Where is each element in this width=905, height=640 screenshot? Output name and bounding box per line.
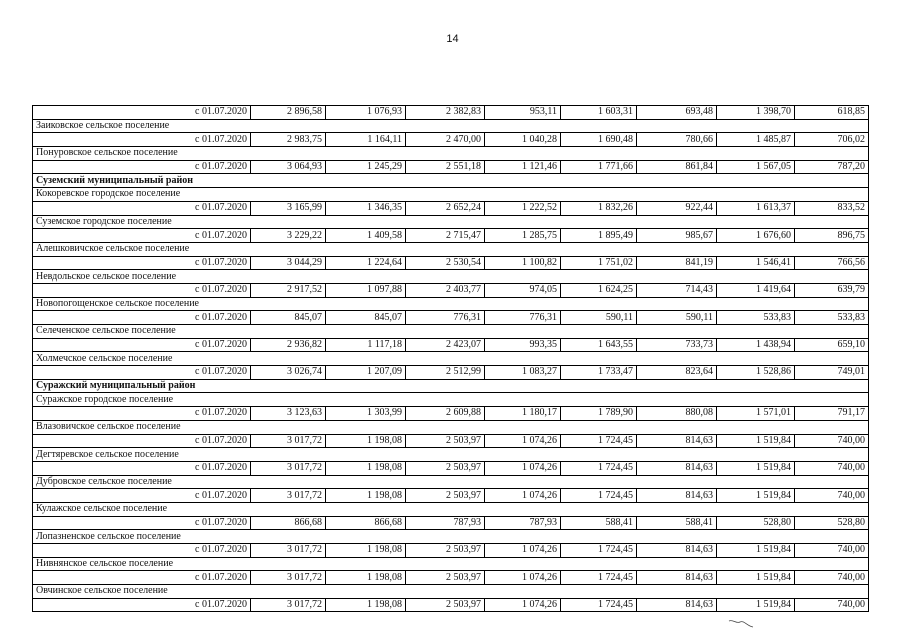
tariff-table [32, 105, 869, 612]
settlement-row [33, 502, 869, 516]
value-cell: 1 546,41 [717, 256, 795, 270]
table-row [33, 338, 869, 352]
value-cell: 1 519,84 [717, 571, 795, 585]
value-cell: 1 224,64 [326, 256, 406, 270]
value-cell: 2 609,88 [406, 407, 485, 421]
table-row [33, 106, 869, 120]
value-cell: 791,17 [795, 407, 869, 421]
settlement-row [33, 119, 869, 133]
date-cell: с 01.07.2020 [33, 434, 251, 448]
table-row [33, 434, 869, 448]
value-cell: 776,31 [406, 311, 485, 325]
value-cell: 1 643,55 [561, 338, 637, 352]
value-cell: 1 613,37 [717, 201, 795, 215]
value-cell: 861,84 [637, 160, 717, 174]
value-cell: 1 180,17 [485, 407, 561, 421]
value-cell: 1 789,90 [561, 407, 637, 421]
value-cell: 845,07 [326, 311, 406, 325]
value-cell: 814,63 [637, 461, 717, 475]
value-cell: 1 245,29 [326, 160, 406, 174]
value-cell: 3 165,99 [251, 201, 326, 215]
value-cell: 1 519,84 [717, 544, 795, 558]
value-cell: 1 409,58 [326, 229, 406, 243]
value-cell: 1 100,82 [485, 256, 561, 270]
value-cell: 1 519,84 [717, 434, 795, 448]
handwritten-mark-icon [728, 618, 754, 628]
value-cell: 3 229,22 [251, 229, 326, 243]
value-cell: 787,20 [795, 160, 869, 174]
value-cell: 2 503,97 [406, 598, 485, 612]
settlement-row [33, 557, 869, 571]
value-cell: 740,00 [795, 571, 869, 585]
table-row [33, 461, 869, 475]
date-cell: с 01.07.2020 [33, 461, 251, 475]
value-cell: 787,93 [406, 516, 485, 530]
settlement-name: Нивнянское сельское поселение [33, 557, 869, 571]
value-cell: 3 017,72 [251, 434, 326, 448]
value-cell: 985,67 [637, 229, 717, 243]
value-cell: 1 074,26 [485, 489, 561, 503]
date-cell: с 01.07.2020 [33, 366, 251, 380]
value-cell: 3 123,63 [251, 407, 326, 421]
value-cell: 740,00 [795, 489, 869, 503]
value-cell: 1 528,86 [717, 366, 795, 380]
page-number: 14 [446, 33, 459, 45]
settlement-name: Дегтяревское сельское поселение [33, 448, 869, 462]
table-row [33, 160, 869, 174]
date-cell: с 01.07.2020 [33, 133, 251, 147]
value-cell: 1 097,88 [326, 283, 406, 297]
value-cell: 1 724,45 [561, 544, 637, 558]
date-cell: с 01.07.2020 [33, 544, 251, 558]
value-cell: 1 117,18 [326, 338, 406, 352]
date-cell: с 01.07.2020 [33, 283, 251, 297]
value-cell: 2 652,24 [406, 201, 485, 215]
settlement-row [33, 215, 869, 229]
table-row [33, 229, 869, 243]
value-cell: 588,41 [561, 516, 637, 530]
value-cell: 1 419,64 [717, 283, 795, 297]
value-cell: 1 519,84 [717, 489, 795, 503]
value-cell: 1 724,45 [561, 434, 637, 448]
value-cell: 533,83 [795, 311, 869, 325]
value-cell: 1 690,48 [561, 133, 637, 147]
district-header-row [33, 174, 869, 188]
value-cell: 1 198,08 [326, 489, 406, 503]
value-cell: 3 017,72 [251, 571, 326, 585]
value-cell: 1 724,45 [561, 598, 637, 612]
settlement-row [33, 393, 869, 407]
value-cell: 766,56 [795, 256, 869, 270]
value-cell: 814,63 [637, 571, 717, 585]
value-cell: 2 503,97 [406, 571, 485, 585]
value-cell: 706,02 [795, 133, 869, 147]
value-cell: 618,85 [795, 106, 869, 120]
value-cell: 528,80 [795, 516, 869, 530]
value-cell: 2 551,18 [406, 160, 485, 174]
value-cell: 1 198,08 [326, 544, 406, 558]
value-cell: 740,00 [795, 461, 869, 475]
value-cell: 1 074,26 [485, 434, 561, 448]
value-cell: 590,11 [637, 311, 717, 325]
table-row [33, 598, 869, 612]
settlement-row [33, 352, 869, 366]
value-cell: 714,43 [637, 283, 717, 297]
settlement-row [33, 242, 869, 256]
settlement-name: Кулажское сельское поселение [33, 502, 869, 516]
value-cell: 1 567,05 [717, 160, 795, 174]
settlement-row [33, 420, 869, 434]
value-cell: 2 936,82 [251, 338, 326, 352]
settlement-row [33, 297, 869, 311]
value-cell: 1 676,60 [717, 229, 795, 243]
value-cell: 953,11 [485, 106, 561, 120]
value-cell: 993,35 [485, 338, 561, 352]
value-cell: 2 512,99 [406, 366, 485, 380]
value-cell: 823,64 [637, 366, 717, 380]
date-cell: с 01.07.2020 [33, 516, 251, 530]
value-cell: 1 198,08 [326, 461, 406, 475]
value-cell: 1 832,26 [561, 201, 637, 215]
district-header-row [33, 379, 869, 393]
value-cell: 659,10 [795, 338, 869, 352]
date-cell: с 01.07.2020 [33, 489, 251, 503]
value-cell: 1 076,93 [326, 106, 406, 120]
value-cell: 1 485,87 [717, 133, 795, 147]
table-row [33, 407, 869, 421]
value-cell: 814,63 [637, 598, 717, 612]
value-cell: 866,68 [326, 516, 406, 530]
value-cell: 2 983,75 [251, 133, 326, 147]
value-cell: 3 026,74 [251, 366, 326, 380]
value-cell: 1 074,26 [485, 544, 561, 558]
value-cell: 2 503,97 [406, 461, 485, 475]
value-cell: 1 074,26 [485, 598, 561, 612]
settlement-row [33, 147, 869, 161]
value-cell: 3 064,93 [251, 160, 326, 174]
value-cell: 1 751,02 [561, 256, 637, 270]
value-cell: 2 917,52 [251, 283, 326, 297]
table-row [33, 311, 869, 325]
table-row [33, 366, 869, 380]
table-row [33, 133, 869, 147]
district-name: Суражский муниципальный район [33, 379, 869, 393]
district-name: Суземский муниципальный район [33, 174, 869, 188]
value-cell: 1 724,45 [561, 461, 637, 475]
date-cell: с 01.07.2020 [33, 106, 251, 120]
value-cell: 2 503,97 [406, 489, 485, 503]
table-row [33, 283, 869, 297]
settlement-name: Суземское городское поселение [33, 215, 869, 229]
value-cell: 1 285,75 [485, 229, 561, 243]
value-cell: 2 470,00 [406, 133, 485, 147]
settlement-name: Кокоревское городское поселение [33, 188, 869, 202]
table-row [33, 571, 869, 585]
value-cell: 922,44 [637, 201, 717, 215]
value-cell: 2 503,97 [406, 434, 485, 448]
date-cell: с 01.07.2020 [33, 407, 251, 421]
value-cell: 733,73 [637, 338, 717, 352]
settlement-row [33, 188, 869, 202]
value-cell: 1 733,47 [561, 366, 637, 380]
value-cell: 1 438,94 [717, 338, 795, 352]
settlement-name: Понуровское сельское поселение [33, 147, 869, 161]
settlement-name: Алешковичское сельское поселение [33, 242, 869, 256]
settlement-name: Дубровское сельское поселение [33, 475, 869, 489]
value-cell: 1 346,35 [326, 201, 406, 215]
value-cell: 3 017,72 [251, 544, 326, 558]
value-cell: 780,66 [637, 133, 717, 147]
value-cell: 588,41 [637, 516, 717, 530]
value-cell: 2 403,77 [406, 283, 485, 297]
table-row [33, 516, 869, 530]
value-cell: 3 017,72 [251, 598, 326, 612]
value-cell: 3 017,72 [251, 461, 326, 475]
value-cell: 787,93 [485, 516, 561, 530]
date-cell: с 01.07.2020 [33, 229, 251, 243]
value-cell: 1 303,99 [326, 407, 406, 421]
value-cell: 896,75 [795, 229, 869, 243]
value-cell: 1 164,11 [326, 133, 406, 147]
date-cell: с 01.07.2020 [33, 571, 251, 585]
value-cell: 2 503,97 [406, 544, 485, 558]
value-cell: 1 603,31 [561, 106, 637, 120]
value-cell: 814,63 [637, 434, 717, 448]
settlement-row [33, 530, 869, 544]
value-cell: 1 121,46 [485, 160, 561, 174]
value-cell: 1 724,45 [561, 571, 637, 585]
value-cell: 866,68 [251, 516, 326, 530]
value-cell: 639,79 [795, 283, 869, 297]
date-cell: с 01.07.2020 [33, 256, 251, 270]
value-cell: 749,01 [795, 366, 869, 380]
value-cell: 1 624,25 [561, 283, 637, 297]
value-cell: 590,11 [561, 311, 637, 325]
value-cell: 3 017,72 [251, 489, 326, 503]
settlement-name: Овчинское сельское поселение [33, 585, 869, 599]
value-cell: 1 074,26 [485, 571, 561, 585]
value-cell: 1 895,49 [561, 229, 637, 243]
settlement-name: Селеченское сельское поселение [33, 325, 869, 339]
settlement-row [33, 448, 869, 462]
value-cell: 2 423,07 [406, 338, 485, 352]
settlement-name: Новопогощенское сельское поселение [33, 297, 869, 311]
value-cell: 1 519,84 [717, 461, 795, 475]
value-cell: 841,19 [637, 256, 717, 270]
table-row [33, 256, 869, 270]
value-cell: 833,52 [795, 201, 869, 215]
value-cell: 1 222,52 [485, 201, 561, 215]
value-cell: 1 198,08 [326, 598, 406, 612]
value-cell: 1 083,27 [485, 366, 561, 380]
table-row [33, 544, 869, 558]
value-cell: 740,00 [795, 434, 869, 448]
value-cell: 1 519,84 [717, 598, 795, 612]
value-cell: 3 044,29 [251, 256, 326, 270]
value-cell: 740,00 [795, 544, 869, 558]
value-cell: 880,08 [637, 407, 717, 421]
value-cell: 1 398,70 [717, 106, 795, 120]
settlement-name: Холмечское сельское поселение [33, 352, 869, 366]
value-cell: 814,63 [637, 544, 717, 558]
date-cell: с 01.07.2020 [33, 598, 251, 612]
value-cell: 533,83 [717, 311, 795, 325]
date-cell: с 01.07.2020 [33, 160, 251, 174]
settlement-name: Влазовичское сельское поселение [33, 420, 869, 434]
value-cell: 974,05 [485, 283, 561, 297]
value-cell: 776,31 [485, 311, 561, 325]
value-cell: 1 040,28 [485, 133, 561, 147]
value-cell: 1 207,09 [326, 366, 406, 380]
value-cell: 1 198,08 [326, 434, 406, 448]
value-cell: 1 198,08 [326, 571, 406, 585]
value-cell: 1 074,26 [485, 461, 561, 475]
settlement-row [33, 585, 869, 599]
settlement-row [33, 325, 869, 339]
settlement-name: Невдольское сельское поселение [33, 270, 869, 284]
date-cell: с 01.07.2020 [33, 201, 251, 215]
value-cell: 1 771,66 [561, 160, 637, 174]
settlement-name: Лопазненское сельское поселение [33, 530, 869, 544]
date-cell: с 01.07.2020 [33, 338, 251, 352]
date-cell: с 01.07.2020 [33, 311, 251, 325]
value-cell: 528,80 [717, 516, 795, 530]
value-cell: 814,63 [637, 489, 717, 503]
table-row [33, 201, 869, 215]
value-cell: 693,48 [637, 106, 717, 120]
value-cell: 2 715,47 [406, 229, 485, 243]
value-cell: 1 724,45 [561, 489, 637, 503]
value-cell: 2 896,58 [251, 106, 326, 120]
table-row [33, 489, 869, 503]
value-cell: 2 382,83 [406, 106, 485, 120]
settlement-row [33, 270, 869, 284]
value-cell: 1 571,01 [717, 407, 795, 421]
value-cell: 2 530,54 [406, 256, 485, 270]
value-cell: 845,07 [251, 311, 326, 325]
value-cell: 740,00 [795, 598, 869, 612]
settlement-name: Заиковское сельское поселение [33, 119, 869, 133]
settlement-row [33, 475, 869, 489]
settlement-name: Суражское городское поселение [33, 393, 869, 407]
